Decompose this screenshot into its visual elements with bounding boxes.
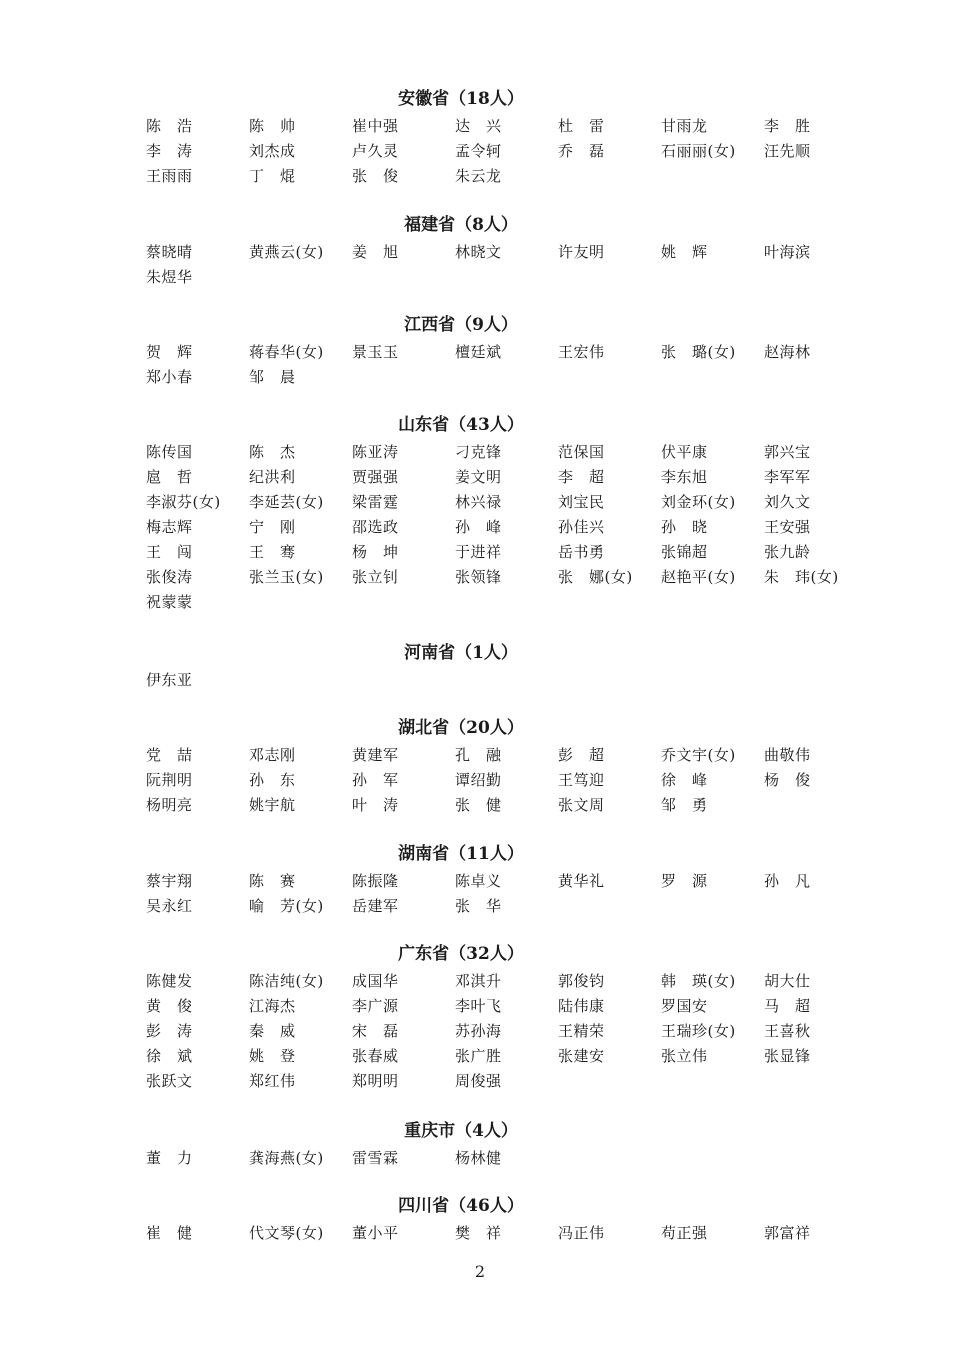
person-name: 邓志刚 (249, 746, 296, 764)
person-name: 王笃迎 (558, 771, 605, 789)
person-name: 陈 杰 (249, 443, 296, 461)
person-name: 梁雷霆 (352, 493, 399, 511)
person-name: 范保国 (558, 443, 605, 461)
person-name: 姚宇航 (249, 796, 296, 814)
person-name: 罗 源 (661, 872, 708, 890)
person-name: 陈 浩 (146, 117, 193, 135)
person-name: 刘久文 (764, 493, 811, 511)
person-name: 李 胜 (764, 117, 811, 135)
person-name: 伊东亚 (146, 671, 193, 689)
person-name: 李 涛 (146, 142, 193, 160)
person-name: 阮荆明 (146, 771, 193, 789)
person-name: 樊 祥 (455, 1224, 502, 1242)
province-heading: 湖南省（11人） (398, 844, 524, 864)
person-name: 崔中强 (352, 117, 399, 135)
person-name: 黄华礼 (558, 872, 605, 890)
person-name: 吴永红 (146, 897, 193, 915)
person-name: 徐 峰 (661, 771, 708, 789)
person-name: 刘宝民 (558, 493, 605, 511)
person-name: 陈振隆 (352, 872, 399, 890)
person-name: 张建安 (558, 1047, 605, 1065)
person-name: 郭俊钧 (558, 972, 605, 990)
person-name: 黄 俊 (146, 997, 193, 1015)
person-name: 陈卓义 (455, 872, 502, 890)
person-name: 董小平 (352, 1224, 399, 1242)
name-list (146, 668, 867, 693)
person-name: 许友明 (558, 243, 605, 261)
person-name: 于进祥 (455, 543, 502, 561)
person-name: 姚 辉 (661, 243, 708, 261)
person-name: 张俊涛 (146, 568, 193, 586)
person-name: 谭绍勤 (455, 771, 502, 789)
person-name: 贾强强 (352, 468, 399, 486)
person-name: 马 超 (764, 997, 811, 1015)
person-name: 王安强 (764, 518, 811, 536)
person-name: 周俊强 (455, 1072, 502, 1090)
province-heading: 重庆市（4人） (404, 1121, 518, 1141)
person-name: 罗国安 (661, 997, 708, 1015)
page-number: 2 (474, 1262, 486, 1281)
person-name: 贺 辉 (146, 343, 193, 361)
person-name: 喻 芳(女) (249, 897, 324, 915)
person-name: 林晓文 (455, 243, 502, 261)
person-name: 龚海燕(女) (249, 1149, 324, 1167)
person-name: 孔 融 (455, 746, 502, 764)
person-name: 曲敬伟 (764, 746, 811, 764)
person-name: 冯正伟 (558, 1224, 605, 1242)
person-name: 胡大仕 (764, 972, 811, 990)
person-name: 丁 焜 (249, 167, 296, 185)
province-heading: 广东省（32人） (398, 944, 524, 964)
person-name: 孙 凡 (764, 872, 811, 890)
person-name: 王喜秋 (764, 1022, 811, 1040)
person-name: 纪洪利 (249, 468, 296, 486)
province-heading: 安徽省（18人） (398, 89, 524, 109)
person-name: 蒋春华(女) (249, 343, 324, 361)
person-name: 王 闯 (146, 543, 193, 561)
person-name: 乔 磊 (558, 142, 605, 160)
person-name: 张立钊 (352, 568, 399, 586)
person-name: 朱煜华 (146, 268, 193, 286)
person-name: 郭兴宝 (764, 443, 811, 461)
person-name: 石丽丽(女) (661, 142, 736, 160)
person-name: 李广源 (352, 997, 399, 1015)
person-name: 叶海滨 (764, 243, 811, 261)
person-name: 彭 超 (558, 746, 605, 764)
person-name: 邵选政 (352, 518, 399, 536)
person-name: 叶 涛 (352, 796, 399, 814)
person-name: 宋 磊 (352, 1022, 399, 1040)
person-name: 伏平康 (661, 443, 708, 461)
person-name: 姜 旭 (352, 243, 399, 261)
person-name: 景玉玉 (352, 343, 399, 361)
name-list (146, 240, 867, 290)
province-heading: 福建省（8人） (404, 215, 518, 235)
person-name: 杨 坤 (352, 543, 399, 561)
person-name: 汪先顺 (764, 142, 811, 160)
person-name: 陈 帅 (249, 117, 296, 135)
person-name: 徐 斌 (146, 1047, 193, 1065)
person-name: 苏孙海 (455, 1022, 502, 1040)
person-name: 邓淇升 (455, 972, 502, 990)
person-name: 刁克锋 (455, 443, 502, 461)
person-name: 杜 雷 (558, 117, 605, 135)
name-list (146, 340, 867, 390)
person-name: 张显锋 (764, 1047, 811, 1065)
person-name: 陈 赛 (249, 872, 296, 890)
person-name: 张文周 (558, 796, 605, 814)
name-list (146, 969, 867, 1094)
person-name: 张领锋 (455, 568, 502, 586)
person-name: 苟正强 (661, 1224, 708, 1242)
person-name: 陈健发 (146, 972, 193, 990)
person-name: 祝蒙蒙 (146, 593, 193, 611)
person-name: 陈洁纯(女) (249, 972, 324, 990)
person-name: 李淑芬(女) (146, 493, 221, 511)
person-name: 李军军 (764, 468, 811, 486)
person-name: 郭富祥 (764, 1224, 811, 1242)
person-name: 陈传国 (146, 443, 193, 461)
province-heading: 河南省（1人） (404, 643, 518, 663)
person-name: 蔡宇翔 (146, 872, 193, 890)
province-heading: 四川省（46人） (398, 1196, 524, 1216)
person-name: 刘金环(女) (661, 493, 736, 511)
person-name: 李延芸(女) (249, 493, 324, 511)
name-list (146, 1146, 867, 1171)
person-name: 梅志辉 (146, 518, 193, 536)
person-name: 李 超 (558, 468, 605, 486)
person-name: 黄建军 (352, 746, 399, 764)
person-name: 崔 健 (146, 1224, 193, 1242)
person-name: 党 喆 (146, 746, 193, 764)
person-name: 张 俊 (352, 167, 399, 185)
person-name: 朱 玮(女) (764, 568, 839, 586)
person-name: 孙 峰 (455, 518, 502, 536)
person-name: 彭 涛 (146, 1022, 193, 1040)
person-name: 孙 晓 (661, 518, 708, 536)
person-name: 朱云龙 (455, 167, 502, 185)
person-name: 郑小春 (146, 368, 193, 386)
person-name: 代文琴(女) (249, 1224, 324, 1242)
person-name: 王雨雨 (146, 167, 193, 185)
person-name: 张广胜 (455, 1047, 502, 1065)
province-heading: 湖北省（20人） (398, 718, 524, 738)
name-list (146, 869, 867, 919)
person-name: 张 璐(女) (661, 343, 736, 361)
person-name: 王 骞 (249, 543, 296, 561)
person-name: 宁 刚 (249, 518, 296, 536)
person-name: 林兴禄 (455, 493, 502, 511)
person-name: 张跃文 (146, 1072, 193, 1090)
person-name: 成国华 (352, 972, 399, 990)
province-heading: 江西省（9人） (404, 315, 518, 335)
person-name: 乔文宇(女) (661, 746, 736, 764)
person-name: 张立伟 (661, 1047, 708, 1065)
name-list (146, 114, 867, 189)
person-name: 达 兴 (455, 117, 502, 135)
name-list (146, 1221, 867, 1246)
person-name: 张 华 (455, 897, 502, 915)
name-list (146, 743, 867, 818)
person-name: 郑明明 (352, 1072, 399, 1090)
person-name: 孟令轲 (455, 142, 502, 160)
person-name: 王瑞珍(女) (661, 1022, 736, 1040)
person-name: 赵艳平(女) (661, 568, 736, 586)
person-name: 陆伟康 (558, 997, 605, 1015)
person-name: 杨明亮 (146, 796, 193, 814)
person-name: 孙 军 (352, 771, 399, 789)
person-name: 杨 俊 (764, 771, 811, 789)
person-name: 王宏伟 (558, 343, 605, 361)
person-name: 杨林健 (455, 1149, 502, 1167)
person-name: 檀廷斌 (455, 343, 502, 361)
person-name: 刘杰成 (249, 142, 296, 160)
person-name: 江海杰 (249, 997, 296, 1015)
person-name: 韩 瑛(女) (661, 972, 736, 990)
person-name: 孙佳兴 (558, 518, 605, 536)
person-name: 张春威 (352, 1047, 399, 1065)
person-name: 李叶飞 (455, 997, 502, 1015)
person-name: 张 娜(女) (558, 568, 633, 586)
person-name: 岳建军 (352, 897, 399, 915)
person-name: 张兰玉(女) (249, 568, 324, 586)
person-name: 李东旭 (661, 468, 708, 486)
person-name: 赵海林 (764, 343, 811, 361)
person-name: 姜文明 (455, 468, 502, 486)
person-name: 孙 东 (249, 771, 296, 789)
person-name: 董 力 (146, 1149, 193, 1167)
person-name: 姚 登 (249, 1047, 296, 1065)
person-name: 秦 威 (249, 1022, 296, 1040)
person-name: 甘雨龙 (661, 117, 708, 135)
person-name: 邹 晨 (249, 368, 296, 386)
person-name: 张锦超 (661, 543, 708, 561)
person-name: 雷雪霖 (352, 1149, 399, 1167)
person-name: 王精荣 (558, 1022, 605, 1040)
person-name: 陈亚涛 (352, 443, 399, 461)
person-name: 扈 哲 (146, 468, 193, 486)
person-name: 岳书勇 (558, 543, 605, 561)
person-name: 张九龄 (764, 543, 811, 561)
person-name: 蔡晓晴 (146, 243, 193, 261)
person-name: 张 健 (455, 796, 502, 814)
name-list (146, 440, 867, 615)
person-name: 黄燕云(女) (249, 243, 324, 261)
province-heading: 山东省（43人） (398, 415, 524, 435)
person-name: 邹 勇 (661, 796, 708, 814)
person-name: 卢久灵 (352, 142, 399, 160)
person-name: 郑红伟 (249, 1072, 296, 1090)
